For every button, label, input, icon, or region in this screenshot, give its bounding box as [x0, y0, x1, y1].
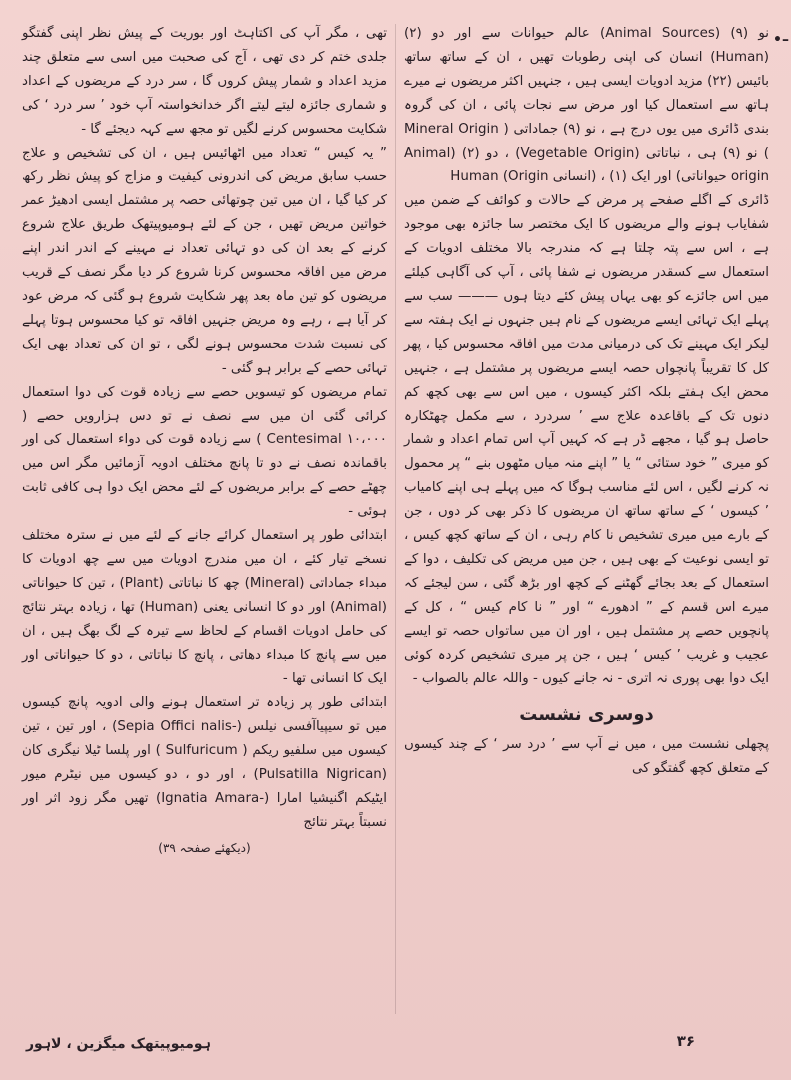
- right-paragraph-2: ڈائری کے اگلے صفحے پر مرض کے حالات و کوائف کے ضمن میں شفایاب ہونے والے مریضوں کا ایک مختصر سا جائزہ بھی موجود ہے ، اس سے پتہ چلتا ہے کہ مندرجہ بالا مختلف ادویات کے استعمال سے کسقدر مریضوں نے شفا پائی ، آپ کی آگاہی کیلئے میں اس جائزے کو بھی یہاں پیش کئے دیتا ہوں ——— سب سے پہلے ایک تہائی ایسے مریضوں کے نام ہیں جنہوں نے ایک ہفتہ سے لیکر ایک مہینے تک کی درمیانی مدت میں افاقہ محسوس کیا ، پھر کل کا تقریباً پانچواں حصہ ایسے مریضوں پر مشتمل ہے ، جنہیں محض ایک ہفتے بلکہ اکثر کیسوں ، میں اس سے بھی کچھ کم دنوں تک کے باقاعدہ علاج سے ’ سردرد ، سے مکمل چھٹکارہ حاصل ہو گیا ، مجھے ڈر ہے کہ کہیں آپ اس تمام اعداد و شمار کو میری ” خود ستائی “ یا ” اپنے منہ میاں مٹھوں بنے “ پر محمول نہ کرنے لگیں ، اس لئے مناسب ہوگا کہ میں پہلے ہی اپنے کامیاب ’ کیسوں ‘ کے ساتھ ساتھ ان مریضوں کا ذکر بھی کر دوں ، جن کے بارے میں میری تشخیص نا کام رہی ، ان کے ساتھ کچھ کیس ، تو ایسی نوعیت کے بھی ہیں ، جن میں مریض کی تکلیف ، دوا کے استعمال کے بعد بجائے گھٹنے کے کچھ اور بڑھ گئی ، سن لیجئے کہ میرے اس قسم کے ” ادھورے “ اور ” نا کام کیس “ ، کل کے پانچویں حصے پر مشتمل ہیں ، اور ان میں ساتواں حصہ تو ایسے عجیب و غریب ’ کیس ‘ ہیں ، جن پر میری تشخیص کردہ کوئی ایک دوا بھی پوری نہ اتری - نہ جانے کیوں - واللہ عالم بالصواب -: [404, 193, 769, 687]
- left-paragraph-1: تھی ، مگر آپ کی اکتاہٹ اور بوریت کے پیش نظر اپنی گفتگو جلدی ختم کر دی تھی ، آج کی صحبت میں اسی سے متعلق چند مزید اعداد و شمار پیش کروں گا ، سر درد کے مریضوں کے اعداد و شماری جائزہ لیتے لیتے اگر خدانخواستہ آپ خود ’ سر درد ‘ کی شکایت محسوس کرنے لگیں تو مجھ سے کہہ دیجئے گا -: [22, 26, 387, 137]
- column-divider: [395, 24, 396, 1014]
- page-number: ۳۶: [676, 1032, 695, 1050]
- right-paragraph-1: نو (۹) (Animal Sources) عالم حیوانات سے اور دو (۲) (Human) انسان کی اپنی رطوبات تھیں ، ان کے ساتھ ساتھ بائیس (۲۲) مزید ادویات ایسی ہیں ، جنہیں اکثر مریضوں نے میرے ہاتھ سے استعمال کیا اور مرض سے نجات پائی ، ان کی گروہ بندی ڈائری میں یوں درج ہے ، نو (۹) جماداتی ( Mineral Origin ) نو (۹) ہی ، نباتاتی (Vegetable Origin) ، دو (۲) (Animal origin حیواناتی) اور ایک (۱) ، (انسانی Human (Origin: [404, 26, 769, 185]
- left-paragraph-3: تمام مریضوں کو تیسویں حصے سے زیادہ قوت کی دوا استعمال کرائی گئی ان میں سے نصف نے تو دس ہزارویں حصے ( Centesimal ۱۰،۰۰۰ ) سے زیادہ قوت کی دواء استعمال کی اور باقماندہ نصف نے دو تا پانچ مختلف ادویہ آزمائیں مگر اس میں چھٹے حصے کے برابر مریضوں کے لئے محض ایک دوا ہی کافی ثابت ہوئی -: [22, 384, 387, 520]
- right-closing-paragraph: پچھلی نشست میں ، میں نے آپ سے ’ درد سر ‘ کے چند کیسوں کے متعلق کچھ گفتگو کی: [404, 737, 769, 777]
- left-paragraph-4: ابتدائی طور پر استعمال کرائے جانے کے لئے میں نے سترہ مختلف نسخے تیار کئے ، ان میں مندرج ادویات میں سے چھ ادویات کا مبداء جماداتی (Mineral) چھ کا نباتاتی (Plant) ، تین کا حیواناتی (Animal) اور دو کا انسانی یعنی (Human) تھا ، زیادہ بہتر نتائج کی حامل ادویات اقسام کے لحاظ سے تیرہ کے لگ بھگ ہیں ، ان میں سے پانچ کا مبداء دھاتی ، پانچ کا نباتاتی ، دو کا حیواناتی اور ایک کا انسانی تھا -: [22, 528, 388, 687]
- section-heading: دوسری نشست: [519, 704, 654, 726]
- right-column: [404, 22, 769, 781]
- left-paragraph-5: ابتدائی طور پر زیادہ تر استعمال ہونے والی ادویہ پانچ کیسوں میں تو سیپیاآفسی نیلس (-Sepia Offici nalis) ، اور تین ، تین کیسوں میں سلفیو ریکم ( Sulfuricum ) اور پلسا ٹیلا نیگری کان (Pulsatilla Nigrican) ، اور دو ، دو کیسوں میں نیٹرم میور ایٹیکم اگنیشیا امارا (-Ignatia Amara) تھیں مگر زود اثر اور نسبتاً بہتر نتائج: [22, 695, 388, 830]
- margin-mark: •–: [773, 32, 789, 48]
- magazine-footer: ہومیوپیتھک میگزین ، لاہور: [26, 1036, 211, 1052]
- left-column: [22, 22, 387, 861]
- left-paragraph-2: ” یہ کیس “ تعداد میں اٹھائیس ہیں ، ان کی تشخیص و علاج حسب سابق مریض کی اندرونی کیفیت و مزاج کو پیش نظر رکھ کر کیا گیا ، ان میں تین چوتھائی حصہ پر مشتمل ایسی ادھیڑ عمر خواتین مریض تھیں ، جن کے لئے ہومیوپیتھک طریق علاج شروع کرنے کے بعد ان کی دو تہائی تعداد نے مہینے کے اندر اندر اپنے مرض میں افاقہ محسوس کرنا شروع کر دیا مگر نصف کے قریب مریضوں کو تین ماہ بعد پھر شکایت شروع ہو گئی کہ مرض عود کر آیا ہے ، رہے وہ مریض جنہیں افاقہ تو کیا محسوس ہوتا پہلے کی نسبت شدت محسوس ہونے لگی ، تو ان کی تعداد بھی ایک تہائی حصے کے برابر ہو گئی -: [22, 145, 387, 376]
- continued-note: (دیکھئے صفحہ ۳۹): [158, 840, 251, 855]
